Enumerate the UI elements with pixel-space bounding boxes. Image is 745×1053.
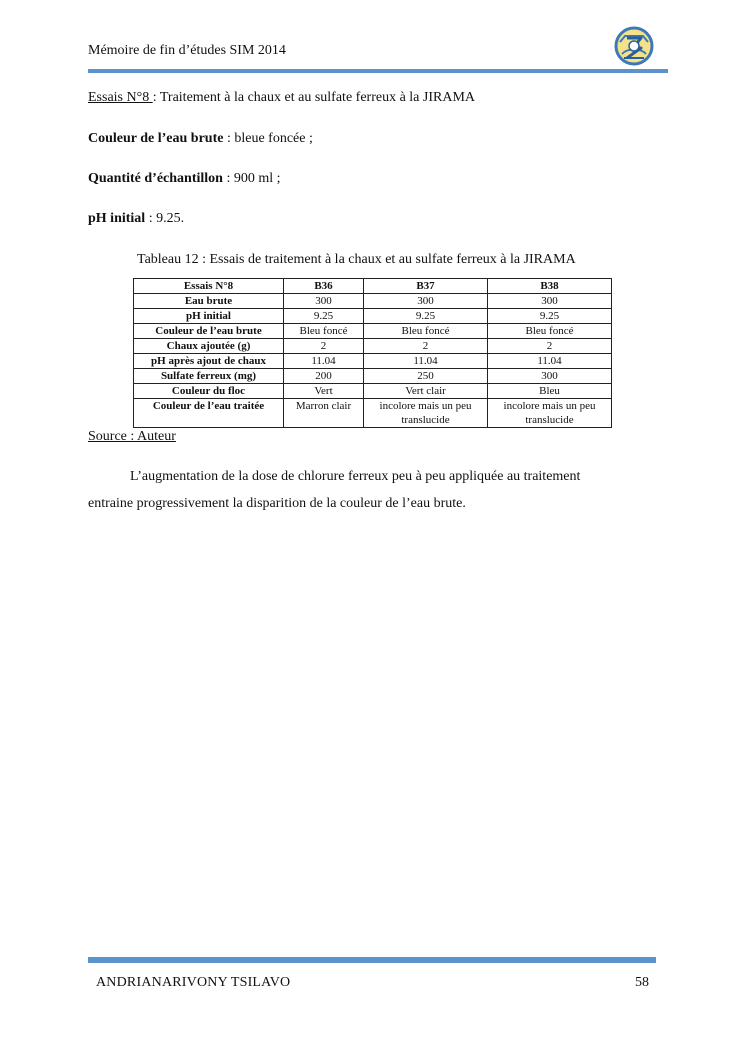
table-cell: 9.25 <box>284 309 364 324</box>
initial-ph-line <box>88 211 184 227</box>
table-row-label: Couleur de l’eau brute <box>134 324 284 339</box>
table-cell: 2 <box>488 339 612 354</box>
table-cell: Vert <box>284 384 364 399</box>
table-cell: 300 <box>488 294 612 309</box>
body-paragraph-line-1: L’augmentation de la dose de chlorure ferreux peu à peu appliquée au traitement <box>130 469 581 484</box>
sample-quantity-text: : 900 ml ; <box>222 171 281 186</box>
header-divider <box>88 69 668 73</box>
source-note: Source : Auteur <box>88 429 176 444</box>
table-cell: 300 <box>364 294 488 309</box>
table-row <box>134 309 612 324</box>
table-cell: 250 <box>364 369 488 384</box>
raw-water-color-label: Couleur de l’eau brute <box>88 131 224 146</box>
table-cell: incolore mais un peu translucide <box>488 399 612 428</box>
table-row <box>134 399 612 428</box>
treatment-results-table <box>133 278 612 428</box>
table-cell: Marron clair <box>284 399 364 428</box>
table-row <box>134 294 612 309</box>
table-column-header: B36 <box>284 279 364 294</box>
table-cell: 2 <box>364 339 488 354</box>
table-cell: Bleu foncé <box>284 324 364 339</box>
table-cell: 200 <box>284 369 364 384</box>
test-title-line <box>88 90 475 106</box>
table-row-label: Eau brute <box>134 294 284 309</box>
table-cell: 2 <box>284 339 364 354</box>
table-row-label: pH initial <box>134 309 284 324</box>
table-caption: Tableau 12 : Essais de traitement à la chaux et au sulfate ferreux à la JIRAMA <box>137 252 576 267</box>
table-row <box>134 339 612 354</box>
table-row <box>134 354 612 369</box>
institution-logo-icon <box>612 24 656 68</box>
table-row-label: Couleur du floc <box>134 384 284 399</box>
table-cell: Bleu <box>488 384 612 399</box>
table-cell: 300 <box>284 294 364 309</box>
initial-ph-text: : 9.25. <box>145 211 185 226</box>
table-column-header: B37 <box>364 279 488 294</box>
table-cell: 9.25 <box>364 309 488 324</box>
raw-water-color-line <box>88 131 313 147</box>
table-cell: 9.25 <box>488 309 612 324</box>
raw-water-color-text: : bleue foncée ; <box>223 131 313 146</box>
table-row <box>134 324 612 339</box>
footer-author: ANDRIANARIVONY TSILAVO <box>96 975 291 990</box>
initial-ph-label: pH initial <box>88 211 146 226</box>
table-column-header: Essais N°8 <box>134 279 284 294</box>
sample-quantity-line <box>88 171 281 187</box>
page-number: 58 <box>635 975 649 990</box>
table-row <box>134 369 612 384</box>
footer-divider <box>88 957 656 963</box>
table-cell: Vert clair <box>364 384 488 399</box>
table-cell: Bleu foncé <box>488 324 612 339</box>
table-cell: Bleu foncé <box>364 324 488 339</box>
page-header-title: Mémoire de fin d’études SIM 2014 <box>88 43 286 58</box>
table-row <box>134 384 612 399</box>
body-paragraph-line-2: entraine progressivement la disparition de la couleur de l’eau brute. <box>88 496 466 511</box>
table-row-label: Sulfate ferreux (mg) <box>134 369 284 384</box>
test-title-text: : Traitement à la chaux et au sulfate ferreux à la JIRAMA <box>152 90 476 105</box>
table-cell: 11.04 <box>488 354 612 369</box>
table-row-label: Couleur de l’eau traitée <box>134 399 284 428</box>
table-row-label: Chaux ajoutée (g) <box>134 339 284 354</box>
sample-quantity-label: Quantité d’échantillon <box>88 171 223 186</box>
table-cell: 11.04 <box>364 354 488 369</box>
table-cell: 11.04 <box>284 354 364 369</box>
table-cell: 300 <box>488 369 612 384</box>
test-title-label: Essais N°8 <box>88 90 153 105</box>
table-header-row <box>134 279 612 294</box>
table-column-header: B38 <box>488 279 612 294</box>
table-row-label: pH après ajout de chaux <box>134 354 284 369</box>
table-cell: incolore mais un peu translucide <box>364 399 488 428</box>
